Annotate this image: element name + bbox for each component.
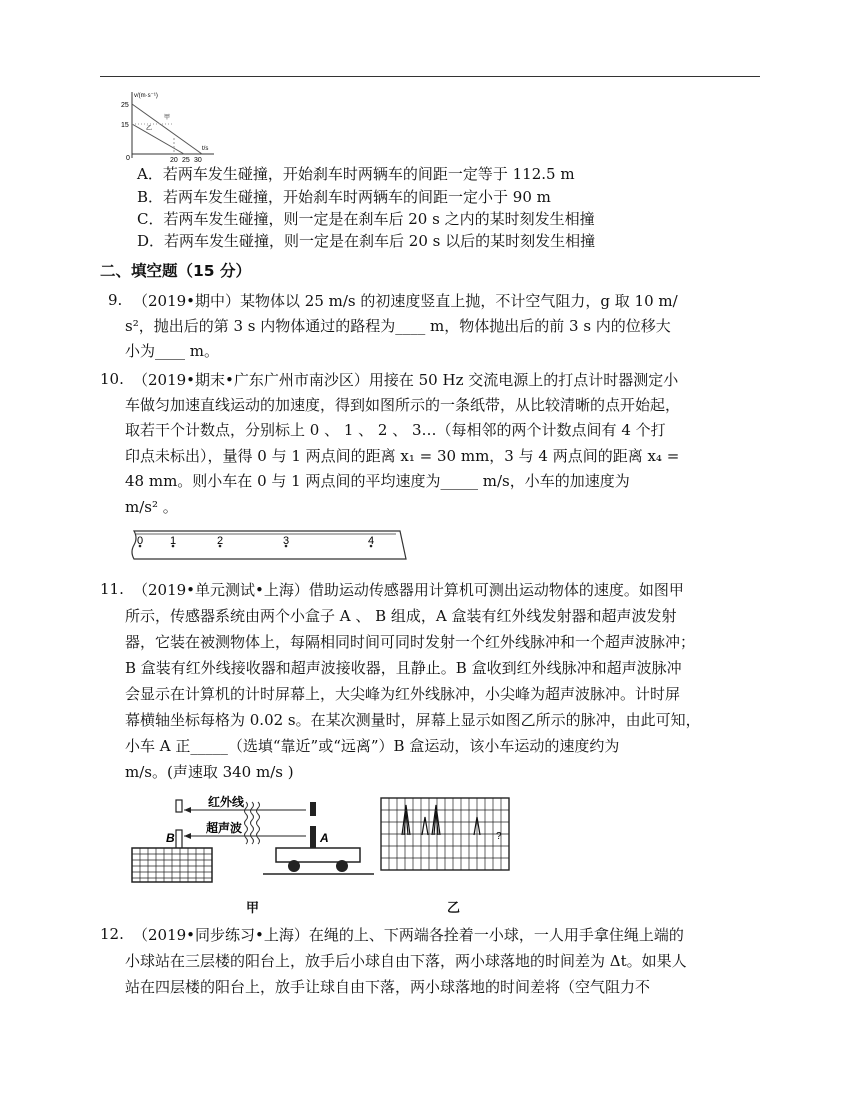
svg-text:4: 4 bbox=[368, 535, 375, 547]
line-label-yi: 乙 bbox=[146, 126, 153, 132]
svg-text:0: 0 bbox=[137, 535, 144, 547]
x-tick-20: 20 bbox=[170, 157, 178, 163]
line-jia bbox=[132, 104, 202, 154]
q11-line-3: 器，它装在被测物体上，每隔相同时间可同时发射一个红外线脉冲和一个超声波脉冲； bbox=[125, 633, 696, 651]
q10-number: 10. bbox=[100, 370, 124, 388]
q10-line-2: 车做匀加速直线运动的加速度，得到如图所示的一条纸带，从比较清晰的点开始起， bbox=[125, 396, 681, 414]
label-question: ? bbox=[496, 831, 502, 842]
tape-dot-4 bbox=[368, 535, 374, 547]
label-A: A bbox=[320, 831, 329, 845]
section-title: 二、填空题（15 分） bbox=[100, 262, 251, 280]
x-tick-30: 30 bbox=[194, 157, 202, 163]
q10-line-4: 印点未标出），量得 0 与 1 两点间的距离 x₁ = 30 mm，3 与 4 两点间的距离 x₄ = bbox=[125, 447, 680, 465]
q9-number: 9. bbox=[108, 291, 123, 309]
q8-option-a: A．若两车发生碰撞，开始刹车时两辆车的间距一定等于 112.5 m bbox=[137, 165, 575, 183]
line-yi bbox=[132, 124, 184, 154]
figure-jia bbox=[128, 790, 378, 890]
q12-line-1: （2019•同步练习•上海）在绳的上、下两端各拴着一小球，一人用手拿住绳上端的 bbox=[133, 926, 684, 944]
figure-yi bbox=[378, 795, 513, 875]
q12-line-3: 站在四层楼的阳台上，放手让球自由下落，两小球落地的时间差将（空气阻力不 bbox=[125, 978, 651, 996]
q11-line-6: 幕横轴坐标每格为 0.02 s。在某次测量时，屏幕上显示如图乙所示的脉冲，由此可知， bbox=[125, 711, 701, 729]
y-tick-25: 25 bbox=[121, 102, 129, 109]
q11-line-8: m/s。(声速取 340 m/s ) bbox=[125, 763, 294, 781]
header-rule bbox=[100, 76, 760, 77]
q10-line-5: 48 mm。则小车在 0 与 1 两点间的平均速度为_____ m/s，小车的加速度为 bbox=[125, 472, 630, 490]
tape-dot-2 bbox=[217, 535, 223, 547]
q8-option-c: C．若两车发生碰撞，则一定是在刹车后 20 s 之内的某时刻发生相撞 bbox=[137, 210, 595, 228]
q11-line-7: 小车 A 正_____（选填“靠近”或“远离”）B 盒运动，该小车运动的速度约为 bbox=[125, 737, 620, 755]
paper-tape bbox=[128, 528, 410, 562]
q12-number: 12. bbox=[100, 925, 124, 943]
svg-text:1: 1 bbox=[170, 535, 177, 547]
q9-line-3: 小为____ m。 bbox=[125, 342, 219, 360]
y-axis-label: v/(m·s⁻¹) bbox=[134, 93, 158, 99]
q11-number: 11. bbox=[100, 580, 124, 598]
label-ultrasonic: 超声波 bbox=[206, 821, 243, 835]
q12-line-2: 小球站在三层楼的阳台上，放手后小球自由下落，两小球落地的时间差为 Δt。如果人 bbox=[125, 952, 687, 970]
caption-jia: 甲 bbox=[246, 901, 260, 916]
svg-text:3: 3 bbox=[283, 535, 290, 547]
q10-line-3: 取若干个计数点，分别标上 0 、 1 、 2 、 3…（每相邻的两个计数点间有 4 个打 bbox=[125, 421, 666, 439]
label-B: B bbox=[166, 831, 175, 845]
tape-dot-1 bbox=[170, 535, 176, 547]
y-tick-15: 15 bbox=[121, 122, 129, 129]
q8-option-b: B．若两车发生碰撞，开始刹车时两辆车的间距一定小于 90 m bbox=[137, 188, 551, 206]
q10-line-6: m/s² 。 bbox=[125, 498, 178, 516]
q11-line-4: B 盒装有红外线接收器和超声波接收器，且静止。B 盒收到红外线脉冲和超声波脉冲 bbox=[125, 659, 682, 677]
label-infrared: 红外线 bbox=[208, 795, 245, 809]
caption-yi: 乙 bbox=[447, 901, 461, 916]
q10-line-1: （2019•期末•广东广州市南沙区）用接在 50 Hz 交流电源上的打点计时器测定小 bbox=[133, 371, 679, 389]
svg-text:2: 2 bbox=[217, 535, 224, 547]
q9-line-1: （2019•期中）某物体以 25 m/s 的初速度竖直上抛，不计空气阻力，g 取 10 m/ bbox=[133, 292, 678, 310]
q11-line-5: 会显示在计算机的计时屏幕上，大尖峰为红外线脉冲，小尖峰为超声波脉冲。计时屏 bbox=[125, 685, 681, 703]
tape-dot-3 bbox=[283, 535, 289, 547]
q11-line-2: 所示，传感器系统由两个小盒子 A 、 B 组成，A 盒装有红外线发射器和超声波发射 bbox=[125, 607, 677, 625]
line-label-jia: 甲 bbox=[164, 115, 171, 121]
tape-dot-0 bbox=[137, 535, 143, 547]
x-tick-25: 25 bbox=[182, 157, 190, 163]
x-axis-label: t/s bbox=[202, 146, 209, 152]
origin-label: 0 bbox=[126, 155, 130, 162]
q9-line-2: s²，抛出后的第 3 s 内物体通过的路程为____ m，物体抛出后的前 3 s 内的位移大 bbox=[125, 317, 671, 335]
vt-graph bbox=[118, 88, 218, 163]
q11-line-1: （2019•单元测试•上海）借助运动传感器用计算机可测出运动物体的速度。如图甲 bbox=[133, 581, 684, 599]
q8-option-d: D．若两车发生碰撞，则一定是在刹车后 20 s 以后的某时刻发生相撞 bbox=[137, 232, 596, 250]
